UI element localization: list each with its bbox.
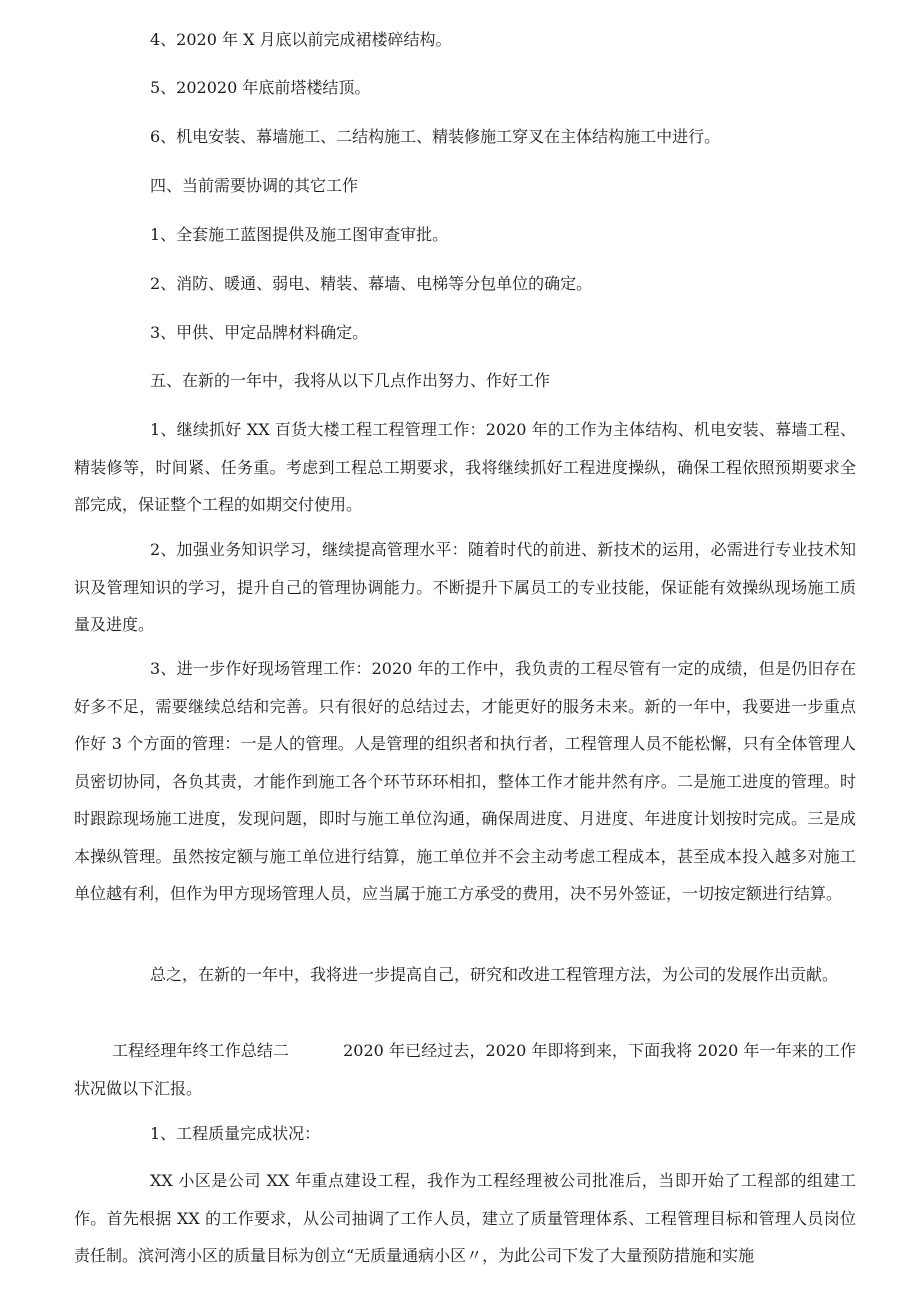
paragraph-2 bbox=[74, 531, 856, 644]
paragraph-6: 1、工程质量完成状况： bbox=[150, 1124, 321, 1143]
paragraph-2-text: 2、加强业务知识学习，继续提高管理水平：随着时代的前进、新技术的运用，必需进行专业技术知识及管理知识的学习，提升自己的管理协调能力。不断提升下属员工的专业技能，保证能有效操纵现场施工质量及进度。 bbox=[74, 540, 856, 634]
paragraph-4 bbox=[74, 956, 856, 994]
coord-item-3: 3、甲供、甲定品牌材料确定。 bbox=[150, 323, 369, 342]
section-4-heading: 四、当前需要协调的其它工作 bbox=[150, 176, 359, 195]
item-4: 4、2020 年 X 月底以前完成裙楼碎结构。 bbox=[150, 30, 452, 49]
summary-2-title: 工程经理年终工作总结二 bbox=[112, 1041, 290, 1060]
paragraph-1 bbox=[74, 411, 856, 524]
paragraph-3 bbox=[74, 650, 856, 913]
paragraph-4-text: 总之，在新的一年中，我将进一步提高自己，研究和改进工程管理方法，为公司的发展作出贡献。 bbox=[150, 965, 839, 984]
item-5: 5、202020 年底前塔楼结顶。 bbox=[150, 78, 371, 97]
coord-item-2: 2、消防、暖通、弱电、精装、幕墙、电梯等分包单位的确定。 bbox=[150, 274, 593, 293]
paragraph-7-text: XX 小区是公司 XX 年重点建设工程，我作为工程经理被公司批准后，当即开始了工程部的组建工作。首先根据 XX 的工作要求，从公司抽调了工作人员，建立了质量管理体系、工程管理目标和管理人员岗位责任制。滨河湾小区的质量目标为创立“无质量通病小区〃，为此公司下发了大量预防措施和实施 bbox=[74, 1171, 856, 1265]
paragraph-3-text: 3、进一步作好现场管理工作：2020 年的工作中，我负责的工程尽管有一定的成绩，但是仍旧存在好多不足，需要继续总结和完善。只有很好的总结过去，才能更好的服务未来。新的一年中，我要进一步重点作好 3 个方面的管理：一是人的管理。人是管理的组织者和执行者，工程管理人员不能松懈，只有全体管理人员密切协同，各负其责，才能作到施工各个环节环环相扣，整体工作才能井然有序。二是施工进度的管理。时时跟踪现场施工进度，发现问题，即时与施工单位沟通，确保周进度、月进度、年进度计划按时完成。三是成本操纵管理。虽然按定额与施工单位进行结算，施工单位并不会主动考虑工程成本，甚至成本投入越多对施工单位越有利，但作为甲方现场管理人员，应当属于施工方承受的费用，决不另外签证，一切按定额进行结算。 bbox=[74, 659, 856, 903]
paragraph-5 bbox=[74, 1032, 856, 1107]
paragraph-5-text: 2020 年已经过去，2020 年即将到来，下面我将 2020 年一年来的工作状况做以下汇报。 bbox=[74, 1041, 856, 1098]
coord-item-1: 1、全套施工蓝图提供及施工图审查审批。 bbox=[150, 225, 449, 244]
section-5-heading: 五、在新的一年中，我将从以下几点作出努力、作好工作 bbox=[150, 371, 551, 390]
item-6: 6、机电安装、幕墙施工、二结构施工、精装修施工穿叉在主体结构施工中进行。 bbox=[150, 127, 721, 146]
paragraph-1-text: 1、继续抓好 XX 百货大楼工程工程管理工作：2020 年的工作为主体结构、机电安装、幕墙工程、精装修等，时间紧、任务重。考虑到工程总工期要求，我将继续抓好工程进度操纵，确保工程依照预期要求全部完成，保证整个工程的如期交付使用。 bbox=[74, 420, 856, 514]
paragraph-7 bbox=[74, 1162, 856, 1275]
